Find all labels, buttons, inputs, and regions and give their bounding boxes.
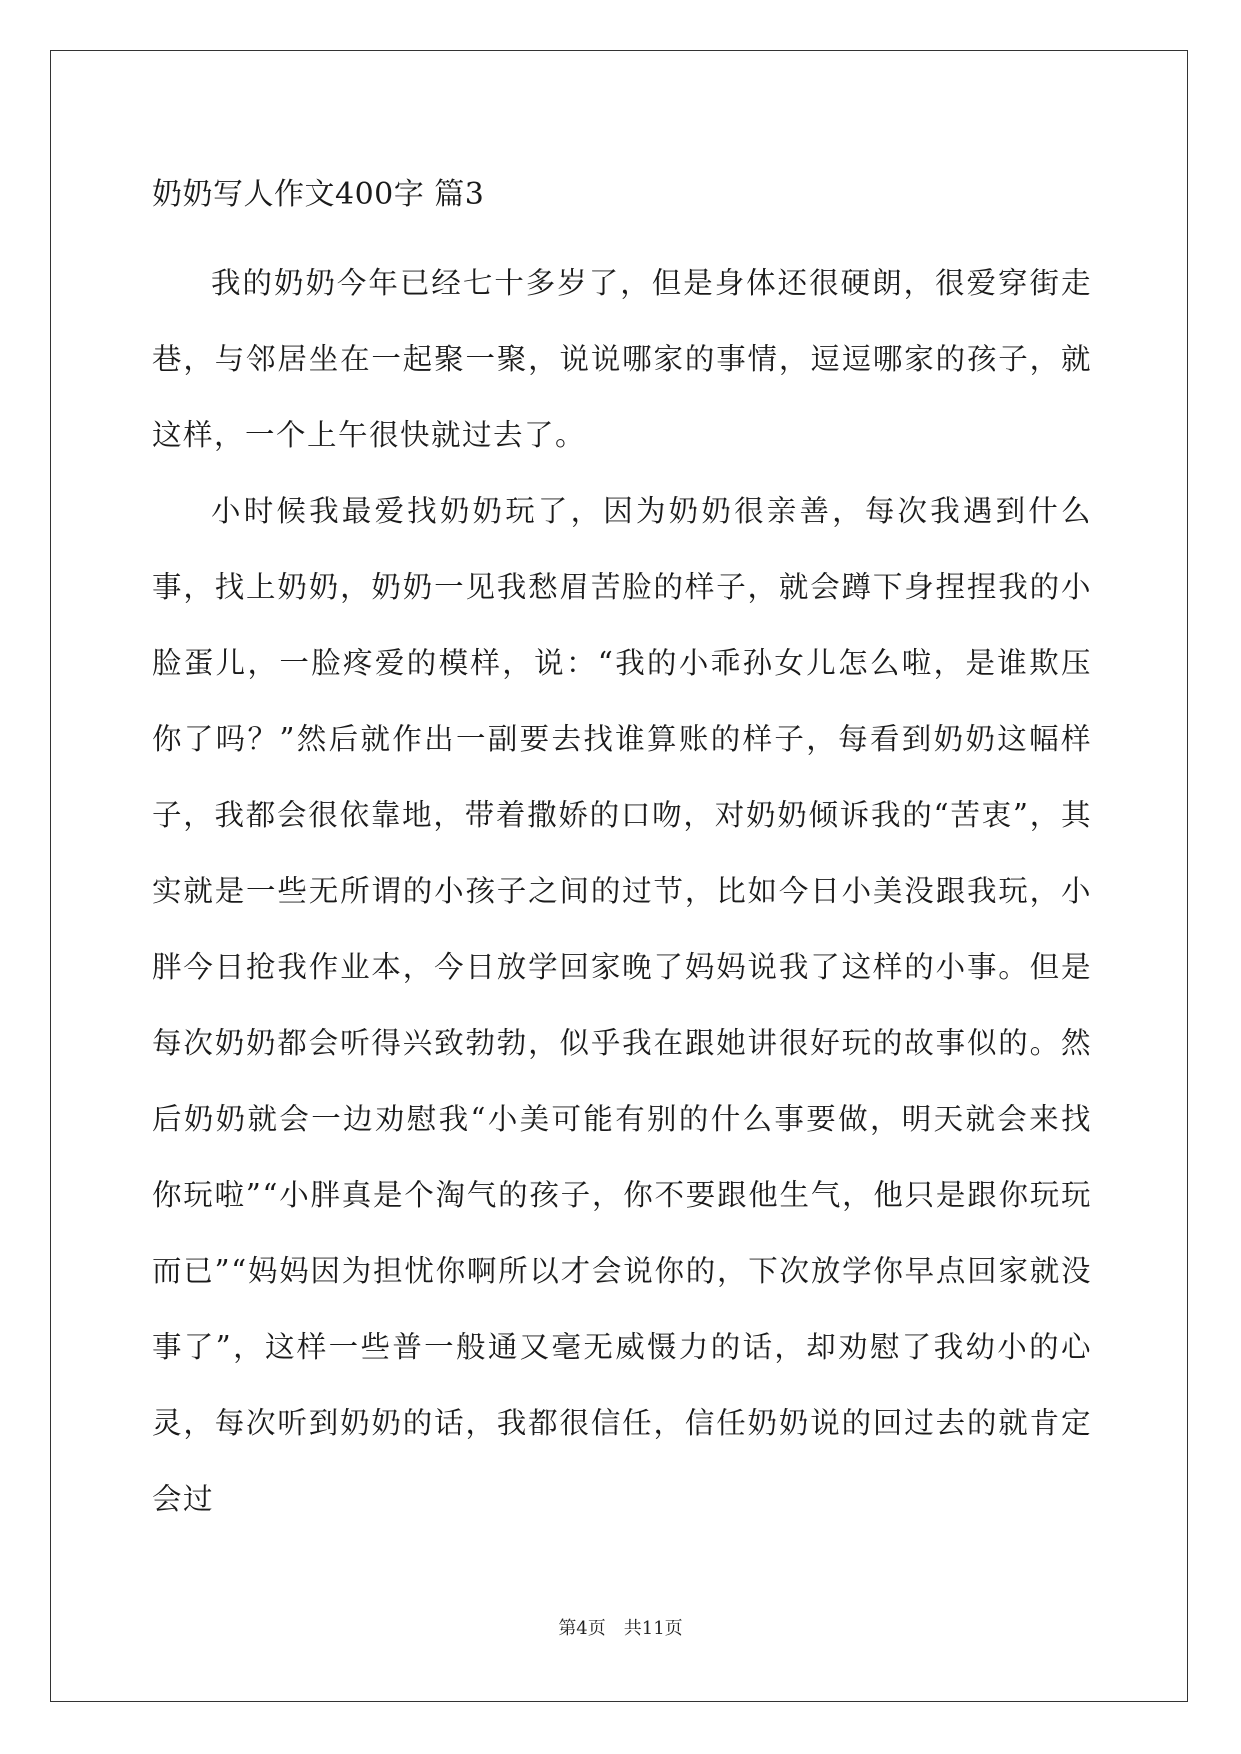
page-number: 第4页 [558, 1618, 606, 1639]
document-body [152, 165, 1092, 1537]
page-total: 共11页 [623, 1618, 683, 1639]
document-title: 奶奶写人作文400字 篇3 [152, 177, 485, 212]
page-footer [0, 1614, 1241, 1640]
paragraph-1: 我的奶奶今年已经七十多岁了，但是身体还很硬朗，很爱穿街走巷，与邻居坐在一起聚一聚，说说哪家的事情，逗逗哪家的孩子，就这样，一个上午很快就过去了。 [152, 266, 1092, 452]
paragraph-2: 小时候我最爱找奶奶玩了，因为奶奶很亲善，每次我遇到什么事，找上奶奶，奶奶一见我愁眉苦脸的样子，就会蹲下身捏捏我的小脸蛋儿，一脸疼爱的模样，说：“我的小乖孙女儿怎么啦，是谁欺压你了吗？”然后就作出一副要去找谁算账的样子，每看到奶奶这幅样子，我都会很依靠地，带着撒娇的口吻，对奶奶倾诉我的“苦衷”，其实就是一些无所谓的小孩子之间的过节，比如今日小美没跟我玩，小胖今日抢我作业本，今日放学回家晚了妈妈说我了这样的小事。但是每次奶奶都会听得兴致勃勃，似乎我在跟她讲很好玩的故事似的。然后奶奶就会一边劝慰我“小美可能有别的什么事要做，明天就会来找你玩啦”“小胖真是个淘气的孩子，你不要跟他生气，他只是跟你玩玩而已”“妈妈因为担忧你啊所以才会说你的，下次放学你早点回家就没事了”，这样一些普一般通又毫无威慑力的话，却劝慰了我幼小的心灵，每次听到奶奶的话，我都很信任，信任奶奶说的回过去的就肯定会过 [152, 494, 1092, 1516]
